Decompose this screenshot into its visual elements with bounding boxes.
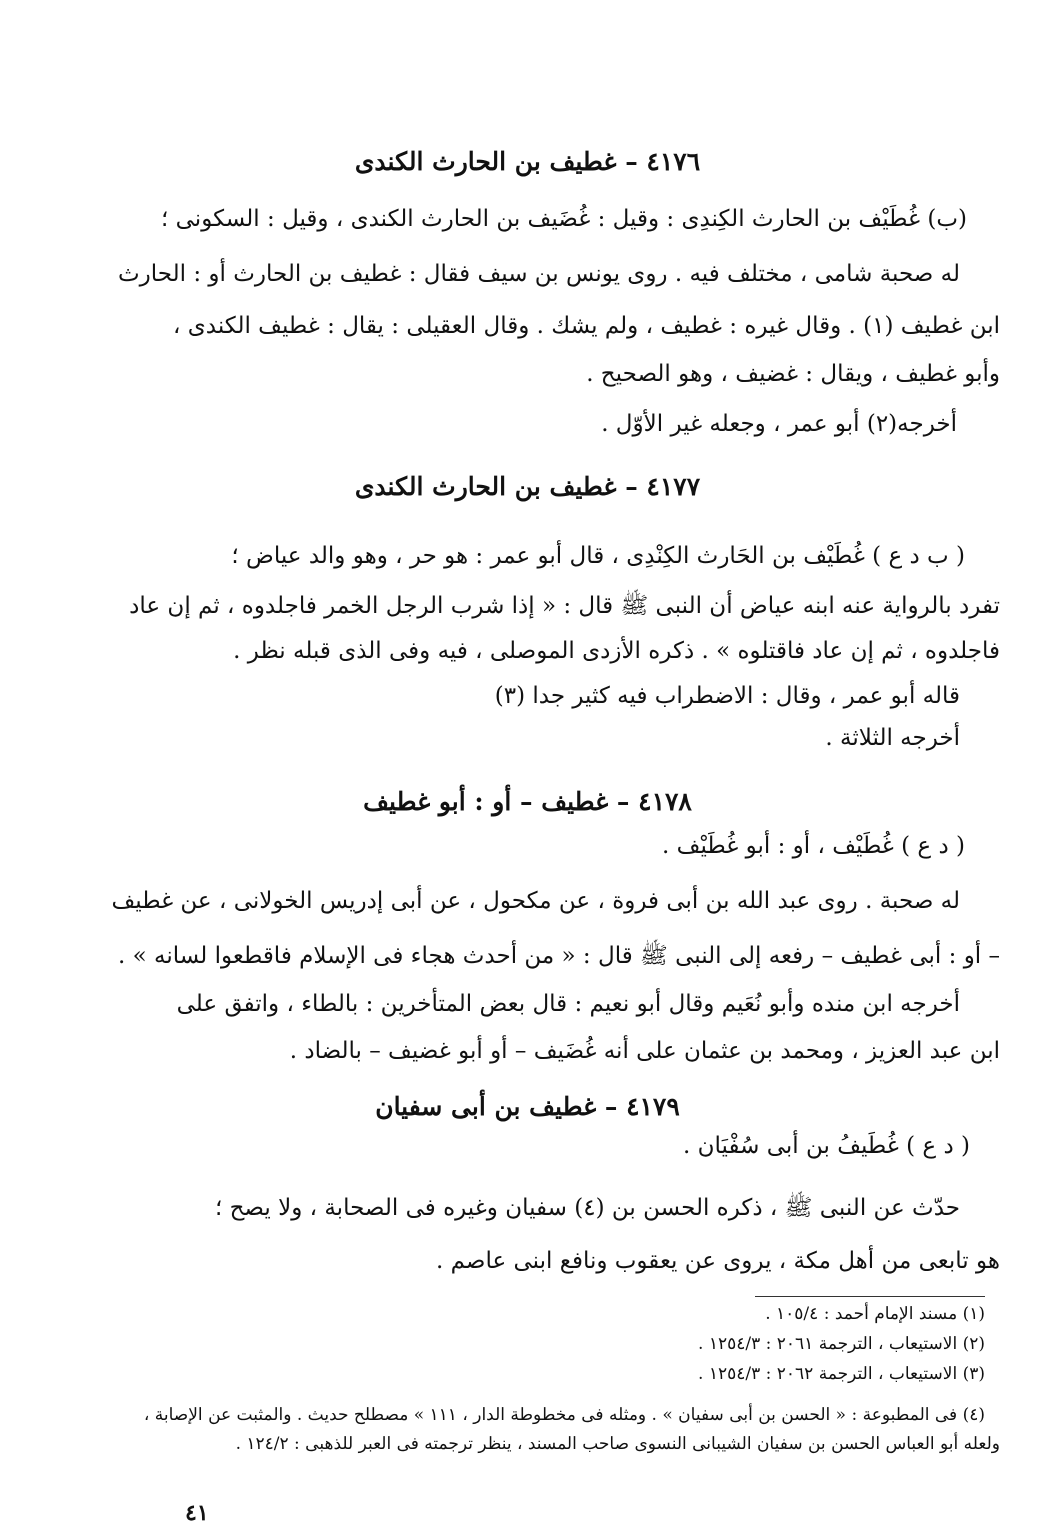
entry-text-line: تفرد بالرواية عنه ابنه عياض أن النبى ﷺ قال : « إذا شرب الرجل الخمر فاجلدوه ، ثم إن عاد: [129, 593, 1000, 619]
entry-text-line: ( د ع ) غُطَيْف ، أو : أبو غُطَيْف .: [662, 833, 965, 859]
entry-text-line: ( ب د ع ) غُطَيْف بن الحَارث الكِنْدِى ، قال أبو عمر : هو حر ، وهو والد عياض ؛: [231, 543, 965, 569]
entry-text-line: أخرجه ابن منده وأبو نُعَيم وقال أبو نعيم : قال بعض المتأخرين : بالطاء ، واتفق على: [176, 991, 960, 1017]
footnote-divider: [755, 1296, 985, 1297]
page-number: ٤١: [185, 1500, 209, 1526]
entry-text-line: ابن عبد العزيز ، ومحمد بن عثمان على أنه غُضَيف – أو أبو غضيف – بالضاد .: [289, 1038, 1000, 1064]
entry-heading: ٤١٧٩ – غطيف بن أبى سفيان: [375, 1092, 680, 1121]
entry-heading: ٤١٧٧ – غطيف بن الحارث الكندى: [354, 472, 701, 501]
entry-text-line: – أو : أبى غطيف – رفعه إلى النبى ﷺ قال : « من أحدث هجاء فى الإسلام فاقطعوا لسانه » .: [118, 943, 1000, 969]
entry-text-line: أخرجه(٢) أبو عمر ، وجعله غير الأوّل .: [601, 411, 957, 437]
entry-text-line: قاله أبو عمر ، وقال : الاضطراب فيه كثير جدا (٣): [494, 683, 960, 709]
entry-text-line: وأبو غطيف ، ويقال : غضيف ، وهو الصحيح .: [586, 361, 1000, 387]
footnote: (٢) الاستيعاب ، الترجمة ٢٠٦١ : ١٢٥٤/٣ .: [698, 1334, 985, 1354]
entry-text-line: له صحبة . روى عبد الله بن أبى فروة ، عن مكحول ، عن أبى إدريس الخولانى ، عن غطيف: [111, 888, 960, 914]
entry-text-line: هو تابعى من أهل مكة ، يروى عن يعقوب ونافع ابنى عاصم .: [436, 1248, 1000, 1274]
entry-text-line: أخرجه الثلاثة .: [825, 725, 960, 751]
entry-text-line: ( د ع ) غُطَيفُ بن أبى سُفْيَان .: [683, 1133, 970, 1159]
entry-text-line: ابن غطيف (١) . وقال غيره : غطيف ، ولم يشك . وقال العقيلى : يقال : غطيف الكندى ،: [173, 313, 1000, 339]
entry-heading: ٤١٧٨ – غطيف – أو : أبو غطيف: [363, 787, 692, 816]
footnote: (٤) فى المطبوعة : « الحسن بن أبى سفيان » . ومثله فى مخطوطة الدار ، ١١١ » مصطلح حديث . والمثبت عن الإصابة ،: [143, 1405, 985, 1425]
entry-text-line: حدّث عن النبى ﷺ ، ذكره الحسن بن (٤) سفيان وغيره فى الصحابة ، ولا يصح ؛: [214, 1195, 960, 1221]
entry-text-line: له صحبة شامى ، مختلف فيه . روى يونس بن سيف فقال : غطيف بن الحارث أو : الحارث: [118, 261, 960, 287]
footnote: ولعله أبو العباس الحسن بن سفيان الشيبانى النسوى صاحب المسند ، ينظر ترجمته فى العبر للذهبى : ١٢٤/٢ .: [235, 1434, 1000, 1454]
entry-text-line: (ب) غُطَيْف بن الحارث الكِندِى : وقيل : غُضَيف بن الحارث الكندى ، وقيل : السكونى ؛: [161, 206, 967, 232]
footnote: (٣) الاستيعاب ، الترجمة ٢٠٦٢ : ١٢٥٤/٣ .: [698, 1364, 985, 1384]
footnote: (١) مسند الإمام أحمد : ١٠٥/٤ .: [765, 1304, 985, 1324]
entry-heading: ٤١٧٦ – غطيف بن الحارث الكندى: [354, 147, 701, 176]
entry-text-line: فاجلدوه ، ثم إن عاد فاقتلوه » . ذكره الأزدى الموصلى ، فيه وفى الذى قبله نظر .: [233, 638, 1000, 664]
